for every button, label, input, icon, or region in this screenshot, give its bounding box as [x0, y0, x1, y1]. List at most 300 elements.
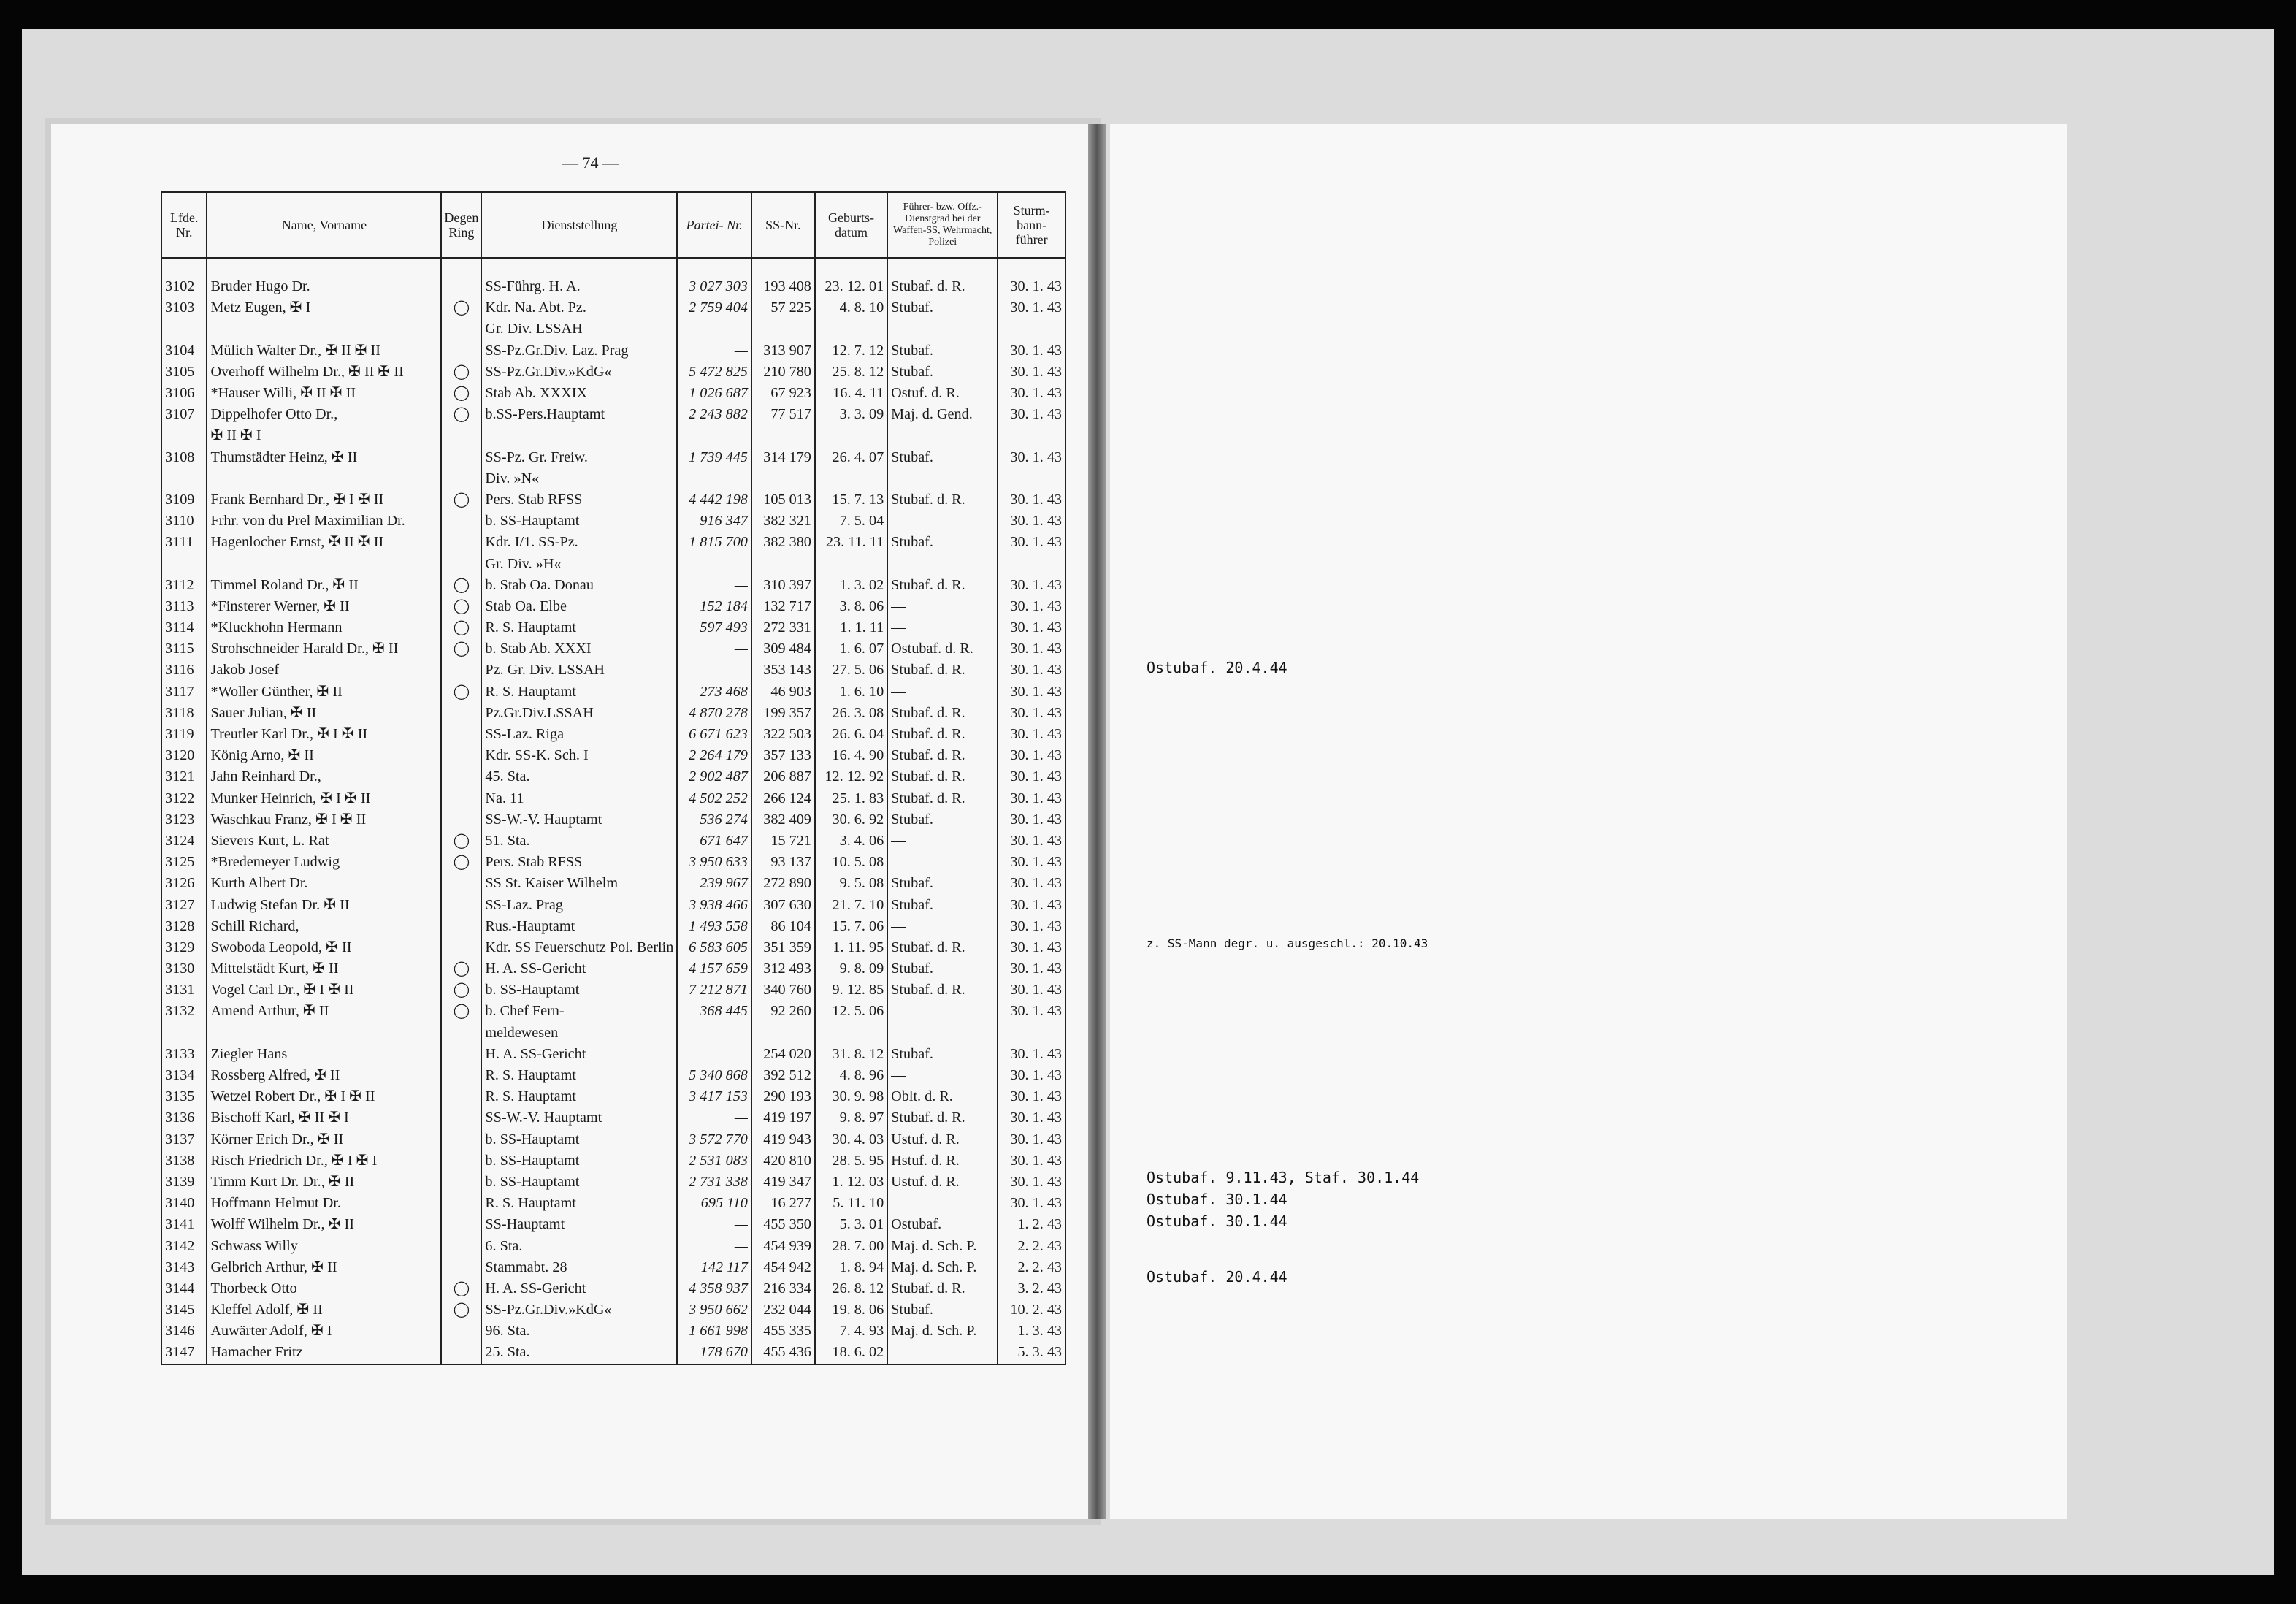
cell-nr: 3118	[161, 703, 207, 724]
cell-name	[207, 553, 441, 574]
cell-sturm: 1. 2. 43	[998, 1214, 1065, 1235]
cell-rang: Hstuf. d. R.	[887, 1150, 998, 1172]
cell-name	[207, 1023, 441, 1044]
cell-rang	[887, 553, 998, 574]
cell-ss: 357 133	[751, 745, 815, 766]
table-row	[161, 1299, 1065, 1321]
annotation-note: Ostubaf. 9.11.43, Staf. 30.1.44	[1147, 1169, 1420, 1186]
cell-sturm: 30. 1. 43	[998, 681, 1065, 703]
table-row	[161, 575, 1065, 596]
cell-ss	[751, 553, 815, 574]
cell-sturm: 3. 2. 43	[998, 1278, 1065, 1299]
table-row	[161, 1129, 1065, 1150]
cell-nr: 3133	[161, 1044, 207, 1065]
cell-rang: Stubaf.	[887, 873, 998, 894]
cell-ring: ◯	[441, 638, 481, 660]
cell-rang: Ustuf. d. R.	[887, 1129, 998, 1150]
cell-geb: 30. 9. 98	[815, 1086, 887, 1107]
cell-dienst: SS-Pz.Gr.Div.»KdG«	[481, 362, 677, 383]
cell-nr: 3129	[161, 937, 207, 958]
cell-ring	[441, 937, 481, 958]
cell-ring	[441, 703, 481, 724]
cell-ss: 132 717	[751, 596, 815, 617]
cell-ring	[441, 788, 481, 809]
cell-geb: 16. 4. 90	[815, 745, 887, 766]
cell-nr: 3142	[161, 1235, 207, 1256]
cell-dienst: Pz. Gr. Div. LSSAH	[481, 660, 677, 681]
cell-partei: 695 110	[677, 1193, 751, 1214]
cell-name: Dippelhofer Otto Dr.,	[207, 404, 441, 425]
cell-dienst: Pz.Gr.Div.LSSAH	[481, 703, 677, 724]
cell-geb	[815, 425, 887, 446]
annotation-note: Ostubaf. 30.1.44	[1147, 1191, 1287, 1208]
cell-geb: 1. 3. 02	[815, 575, 887, 596]
cell-geb: 18. 6. 02	[815, 1342, 887, 1364]
cell-ring: ◯	[441, 681, 481, 703]
cell-partei: 4 157 659	[677, 958, 751, 979]
cell-rang: Stubaf. d. R.	[887, 276, 998, 297]
cell-ss: 420 810	[751, 1150, 815, 1172]
cell-ring: ◯	[441, 830, 481, 852]
cell-ring	[441, 1044, 481, 1065]
cell-rang: Ostuf. d. R.	[887, 383, 998, 404]
cell-dienst: Pers. Stab RFSS	[481, 489, 677, 511]
cell-partei: 4 870 278	[677, 703, 751, 724]
cell-rang: Stubaf.	[887, 532, 998, 553]
cell-ss: 77 517	[751, 404, 815, 425]
cell-name: Kleffel Adolf, ✠ II	[207, 1299, 441, 1321]
cell-sturm: 30. 1. 43	[998, 830, 1065, 852]
cell-ring: ◯	[441, 297, 481, 318]
cell-ring	[441, 745, 481, 766]
cell-partei: 5 340 868	[677, 1065, 751, 1086]
cell-dienst: SS-Pz. Gr. Freiw.	[481, 447, 677, 468]
cell-sturm: 5. 3. 43	[998, 1342, 1065, 1364]
cell-nr: 3123	[161, 809, 207, 830]
table-row	[161, 489, 1065, 511]
cell-name: Amend Arthur, ✠ II	[207, 1001, 441, 1022]
cell-ring	[441, 1107, 481, 1128]
cell-dienst: Stammabt. 28	[481, 1257, 677, 1278]
cell-nr: 3146	[161, 1321, 207, 1342]
cell-geb: 23. 12. 01	[815, 276, 887, 297]
cell-ring	[441, 532, 481, 553]
table-row	[161, 766, 1065, 787]
cell-ss: 309 484	[751, 638, 815, 660]
table-row	[161, 532, 1065, 553]
cell-nr: 3127	[161, 894, 207, 915]
cell-partei: 3 572 770	[677, 1129, 751, 1150]
cell-sturm: 1. 3. 43	[998, 1321, 1065, 1342]
cell-ss: 455 350	[751, 1214, 815, 1235]
table-row	[161, 511, 1065, 532]
cell-rang: Oblt. d. R.	[887, 1086, 998, 1107]
cell-nr	[161, 468, 207, 489]
cell-rang: Stubaf.	[887, 447, 998, 468]
cell-name: *Woller Günther, ✠ II	[207, 681, 441, 703]
cell-name: Mülich Walter Dr., ✠ II ✠ II	[207, 340, 441, 362]
cell-rang: Stubaf. d. R.	[887, 766, 998, 787]
cell-partei: 3 027 303	[677, 276, 751, 297]
cell-nr: 3121	[161, 766, 207, 787]
cell-partei: 4 502 252	[677, 788, 751, 809]
cell-sturm: 30. 1. 43	[998, 1129, 1065, 1150]
cell-sturm: 30. 1. 43	[998, 1172, 1065, 1193]
table-row	[161, 1278, 1065, 1299]
cell-ring: ◯	[441, 852, 481, 873]
cell-partei: 5 472 825	[677, 362, 751, 383]
cell-ring	[441, 873, 481, 894]
cell-partei: 4 442 198	[677, 489, 751, 511]
cell-ring	[441, 1150, 481, 1172]
cell-nr: 3106	[161, 383, 207, 404]
cell-dienst: b.SS-Pers.Hauptamt	[481, 404, 677, 425]
table-row	[161, 724, 1065, 745]
cell-nr: 3122	[161, 788, 207, 809]
cell-nr: 3130	[161, 958, 207, 979]
cell-sturm: 30. 1. 43	[998, 1107, 1065, 1128]
annotation-note: Ostubaf. 30.1.44	[1147, 1212, 1287, 1230]
cell-name: Jahn Reinhard Dr.,	[207, 766, 441, 787]
cell-rang: Stubaf. d. R.	[887, 788, 998, 809]
cell-geb: 3. 3. 09	[815, 404, 887, 425]
cell-geb: 9. 5. 08	[815, 873, 887, 894]
cell-nr: 3147	[161, 1342, 207, 1364]
header-geb: Geburts- datum	[815, 192, 887, 258]
cell-name	[207, 468, 441, 489]
cell-rang: Stubaf.	[887, 894, 998, 915]
cell-nr: 3110	[161, 511, 207, 532]
cell-partei	[677, 1023, 751, 1044]
cell-partei: 536 274	[677, 809, 751, 830]
cell-nr: 3126	[161, 873, 207, 894]
cell-rang: Ostubaf.	[887, 1214, 998, 1235]
cell-geb: 7. 5. 04	[815, 511, 887, 532]
cell-geb: 4. 8. 96	[815, 1065, 887, 1086]
cell-sturm: 30. 1. 43	[998, 788, 1065, 809]
cell-ring: ◯	[441, 1001, 481, 1022]
header-name: Name, Vorname	[207, 192, 441, 258]
cell-name: *Kluckhohn Hermann	[207, 617, 441, 638]
table-row	[161, 1086, 1065, 1107]
cell-ss: 290 193	[751, 1086, 815, 1107]
cell-ss: 232 044	[751, 1299, 815, 1321]
cell-rang: —	[887, 1342, 998, 1364]
cell-geb: 25. 1. 83	[815, 788, 887, 809]
cell-partei: 152 184	[677, 596, 751, 617]
cell-ss: 314 179	[751, 447, 815, 468]
cell-ring	[441, 468, 481, 489]
header-partei: Partei- Nr.	[677, 192, 751, 258]
table-row	[161, 1342, 1065, 1364]
cell-geb: 30. 4. 03	[815, 1129, 887, 1150]
cell-dienst: b. SS-Hauptamt	[481, 1129, 677, 1150]
cell-ring: ◯	[441, 489, 481, 511]
cell-rang	[887, 425, 998, 446]
cell-ss: 454 942	[751, 1257, 815, 1278]
cell-dienst: 51. Sta.	[481, 830, 677, 852]
cell-dienst: SS-W.-V. Hauptamt	[481, 809, 677, 830]
cell-ss: 16 277	[751, 1193, 815, 1214]
cell-dienst: SS-W.-V. Hauptamt	[481, 1107, 677, 1128]
cell-name: Thumstädter Heinz, ✠ II	[207, 447, 441, 468]
cell-name: Auwärter Adolf, ✠ I	[207, 1321, 441, 1342]
cell-sturm: 30. 1. 43	[998, 511, 1065, 532]
table-row	[161, 340, 1065, 362]
cell-nr: 3137	[161, 1129, 207, 1150]
cell-nr: 3112	[161, 575, 207, 596]
cell-sturm: 30. 1. 43	[998, 937, 1065, 958]
cell-nr	[161, 553, 207, 574]
cell-name: Gelbrich Arthur, ✠ II	[207, 1257, 441, 1278]
cell-dienst: b. Chef Fern-	[481, 1001, 677, 1022]
cell-rang: —	[887, 1001, 998, 1022]
cell-geb: 9. 12. 85	[815, 979, 887, 1001]
cell-rang: Stubaf. d. R.	[887, 937, 998, 958]
table-row	[161, 1065, 1065, 1086]
header-dienst: Dienststellung	[481, 192, 677, 258]
cell-rang	[887, 318, 998, 340]
cell-geb: 1. 12. 03	[815, 1172, 887, 1193]
cell-sturm: 30. 1. 43	[998, 1065, 1065, 1086]
table-row	[161, 1172, 1065, 1193]
cell-dienst: SS-Hauptamt	[481, 1214, 677, 1235]
cell-ss: 92 260	[751, 1001, 815, 1022]
cell-name: Hagenlocher Ernst, ✠ II ✠ II	[207, 532, 441, 553]
table-row	[161, 553, 1065, 574]
cell-dienst	[481, 425, 677, 446]
table-row	[161, 596, 1065, 617]
table-row	[161, 1150, 1065, 1172]
header-ring: Degen Ring	[441, 192, 481, 258]
cell-sturm: 10. 2. 43	[998, 1299, 1065, 1321]
cell-dienst: H. A. SS-Gericht	[481, 1278, 677, 1299]
cell-ring	[441, 724, 481, 745]
table-row	[161, 318, 1065, 340]
cell-geb: 5. 11. 10	[815, 1193, 887, 1214]
cell-rang: Maj. d. Sch. P.	[887, 1321, 998, 1342]
cell-ring	[441, 1065, 481, 1086]
cell-ring	[441, 276, 481, 297]
cell-dienst: SS-Laz. Riga	[481, 724, 677, 745]
cell-dienst: b. SS-Hauptamt	[481, 511, 677, 532]
cell-ring	[441, 1257, 481, 1278]
cell-geb: 9. 8. 09	[815, 958, 887, 979]
cell-partei: 7 212 871	[677, 979, 751, 1001]
cell-ring	[441, 1172, 481, 1193]
cell-geb: 3. 4. 06	[815, 830, 887, 852]
cell-rang: —	[887, 852, 998, 873]
cell-rang: Ustuf. d. R.	[887, 1172, 998, 1193]
table-row	[161, 788, 1065, 809]
cell-partei	[677, 425, 751, 446]
cell-rang: Maj. d. Sch. P.	[887, 1257, 998, 1278]
cell-dienst: b. SS-Hauptamt	[481, 1150, 677, 1172]
cell-ring	[441, 1086, 481, 1107]
cell-partei: —	[677, 1235, 751, 1256]
cell-nr: 3125	[161, 852, 207, 873]
cell-sturm	[998, 553, 1065, 574]
cell-partei: 2 243 882	[677, 404, 751, 425]
cell-rang: Stubaf. d. R.	[887, 489, 998, 511]
cell-nr: 3141	[161, 1214, 207, 1235]
cell-partei: —	[677, 1214, 751, 1235]
cell-geb: 1. 8. 94	[815, 1257, 887, 1278]
cell-sturm: 30. 1. 43	[998, 383, 1065, 404]
cell-partei: —	[677, 1044, 751, 1065]
cell-ss: 193 408	[751, 276, 815, 297]
cell-ring	[441, 553, 481, 574]
cell-geb: 27. 5. 06	[815, 660, 887, 681]
cell-rang: Stubaf. d. R.	[887, 660, 998, 681]
cell-name: Ludwig Stefan Dr. ✠ II	[207, 894, 441, 915]
cell-nr: 3108	[161, 447, 207, 468]
cell-dienst: Na. 11	[481, 788, 677, 809]
cell-dienst: b. Stab Ab. XXXI	[481, 638, 677, 660]
cell-geb: 26. 3. 08	[815, 703, 887, 724]
cell-dienst: R. S. Hauptamt	[481, 1193, 677, 1214]
cell-rang: Stubaf.	[887, 340, 998, 362]
cell-sturm	[998, 468, 1065, 489]
cell-dienst: Kdr. SS Feuerschutz Pol. Berlin	[481, 937, 677, 958]
cell-rang: —	[887, 681, 998, 703]
header-rang: Führer- bzw. Offz.- Dienstgrad bei der Waffen-SS, Wehrmacht, Polizei	[887, 192, 998, 258]
cell-name	[207, 318, 441, 340]
cell-sturm: 30. 1. 43	[998, 916, 1065, 937]
cell-ring: ◯	[441, 1299, 481, 1321]
header-sturm: Sturm- bann- führer	[998, 192, 1065, 258]
cell-nr: 3145	[161, 1299, 207, 1321]
cell-dienst: meldewesen	[481, 1023, 677, 1044]
cell-rang	[887, 468, 998, 489]
register-body	[161, 258, 1065, 1364]
cell-rang: Stubaf. d. R.	[887, 1278, 998, 1299]
cell-geb: 12. 7. 12	[815, 340, 887, 362]
table-row	[161, 830, 1065, 852]
cell-ss: 392 512	[751, 1065, 815, 1086]
cell-name: Frhr. von du Prel Maximilian Dr.	[207, 511, 441, 532]
cell-partei	[677, 318, 751, 340]
cell-dienst: b. SS-Hauptamt	[481, 979, 677, 1001]
cell-ring: ◯	[441, 362, 481, 383]
cell-geb: 31. 8. 12	[815, 1044, 887, 1065]
cell-dienst: SS-Pz.Gr.Div.»KdG«	[481, 1299, 677, 1321]
table-row	[161, 1235, 1065, 1256]
cell-rang: —	[887, 830, 998, 852]
cell-partei: 6 671 623	[677, 724, 751, 745]
cell-sturm: 30. 1. 43	[998, 638, 1065, 660]
cell-rang: Stubaf.	[887, 809, 998, 830]
cell-name: Hoffmann Helmut Dr.	[207, 1193, 441, 1214]
cell-ring	[441, 916, 481, 937]
cell-ring	[441, 1129, 481, 1150]
cell-partei: 1 739 445	[677, 447, 751, 468]
cell-nr: 3114	[161, 617, 207, 638]
cell-partei: 3 938 466	[677, 894, 751, 915]
cell-sturm: 30. 1. 43	[998, 404, 1065, 425]
cell-ss: 322 503	[751, 724, 815, 745]
cell-sturm: 30. 1. 43	[998, 1044, 1065, 1065]
cell-ss: 455 436	[751, 1342, 815, 1364]
cell-rang: —	[887, 617, 998, 638]
cell-dienst: Pers. Stab RFSS	[481, 852, 677, 873]
cell-ss: 382 409	[751, 809, 815, 830]
table-row	[161, 404, 1065, 425]
cell-sturm: 30. 1. 43	[998, 894, 1065, 915]
cell-geb: 19. 8. 06	[815, 1299, 887, 1321]
cell-dienst: b. SS-Hauptamt	[481, 1172, 677, 1193]
cell-ss: 382 321	[751, 511, 815, 532]
cell-nr: 3109	[161, 489, 207, 511]
cell-ring: ◯	[441, 596, 481, 617]
cell-sturm: 30. 1. 43	[998, 489, 1065, 511]
cell-name: Jakob Josef	[207, 660, 441, 681]
table-row	[161, 916, 1065, 937]
cell-name: *Bredemeyer Ludwig	[207, 852, 441, 873]
cell-nr: 3143	[161, 1257, 207, 1278]
table-row	[161, 383, 1065, 404]
table-row	[161, 937, 1065, 958]
cell-dienst: Kdr. I/1. SS-Pz.	[481, 532, 677, 553]
cell-ring	[441, 894, 481, 915]
cell-name: Kurth Albert Dr.	[207, 873, 441, 894]
cell-nr: 3135	[161, 1086, 207, 1107]
cell-partei: 239 967	[677, 873, 751, 894]
cell-nr: 3116	[161, 660, 207, 681]
table-row	[161, 617, 1065, 638]
cell-ss: 254 020	[751, 1044, 815, 1065]
cell-ss: 46 903	[751, 681, 815, 703]
table-row	[161, 745, 1065, 766]
table-row	[161, 425, 1065, 446]
table-row	[161, 1257, 1065, 1278]
cell-sturm: 30. 1. 43	[998, 852, 1065, 873]
table-row	[161, 1107, 1065, 1128]
cell-ss: 312 493	[751, 958, 815, 979]
cell-ss: 216 334	[751, 1278, 815, 1299]
cell-ring	[441, 447, 481, 468]
cell-rang: Stubaf. d. R.	[887, 703, 998, 724]
cell-dienst: SS-Führg. H. A.	[481, 276, 677, 297]
cell-ss: 307 630	[751, 894, 815, 915]
cell-sturm: 30. 1. 43	[998, 575, 1065, 596]
cell-geb: 12. 5. 06	[815, 1001, 887, 1022]
cell-sturm: 30. 1. 43	[998, 596, 1065, 617]
cell-rang: —	[887, 1065, 998, 1086]
cell-geb: 26. 6. 04	[815, 724, 887, 745]
cell-dienst: Stab Ab. XXXIX	[481, 383, 677, 404]
cell-partei: —	[677, 1107, 751, 1128]
cell-sturm: 30. 1. 43	[998, 447, 1065, 468]
cell-ss: 454 939	[751, 1235, 815, 1256]
cell-partei: 1 661 998	[677, 1321, 751, 1342]
cell-ss: 67 923	[751, 383, 815, 404]
cell-ring: ◯	[441, 1278, 481, 1299]
cell-sturm: 30. 1. 43	[998, 958, 1065, 979]
cell-ss: 86 104	[751, 916, 815, 937]
table-row	[161, 1321, 1065, 1342]
cell-sturm: 30. 1. 43	[998, 276, 1065, 297]
cell-dienst: H. A. SS-Gericht	[481, 1044, 677, 1065]
annotation-note: Ostubaf. 20.4.44	[1147, 659, 1287, 676]
cell-geb: 5. 3. 01	[815, 1214, 887, 1235]
cell-ring	[441, 318, 481, 340]
cell-sturm	[998, 425, 1065, 446]
cell-nr: 3119	[161, 724, 207, 745]
cell-name: Frank Bernhard Dr., ✠ I ✠ II	[207, 489, 441, 511]
cell-name: Rossberg Alfred, ✠ II	[207, 1065, 441, 1086]
table-row	[161, 681, 1065, 703]
